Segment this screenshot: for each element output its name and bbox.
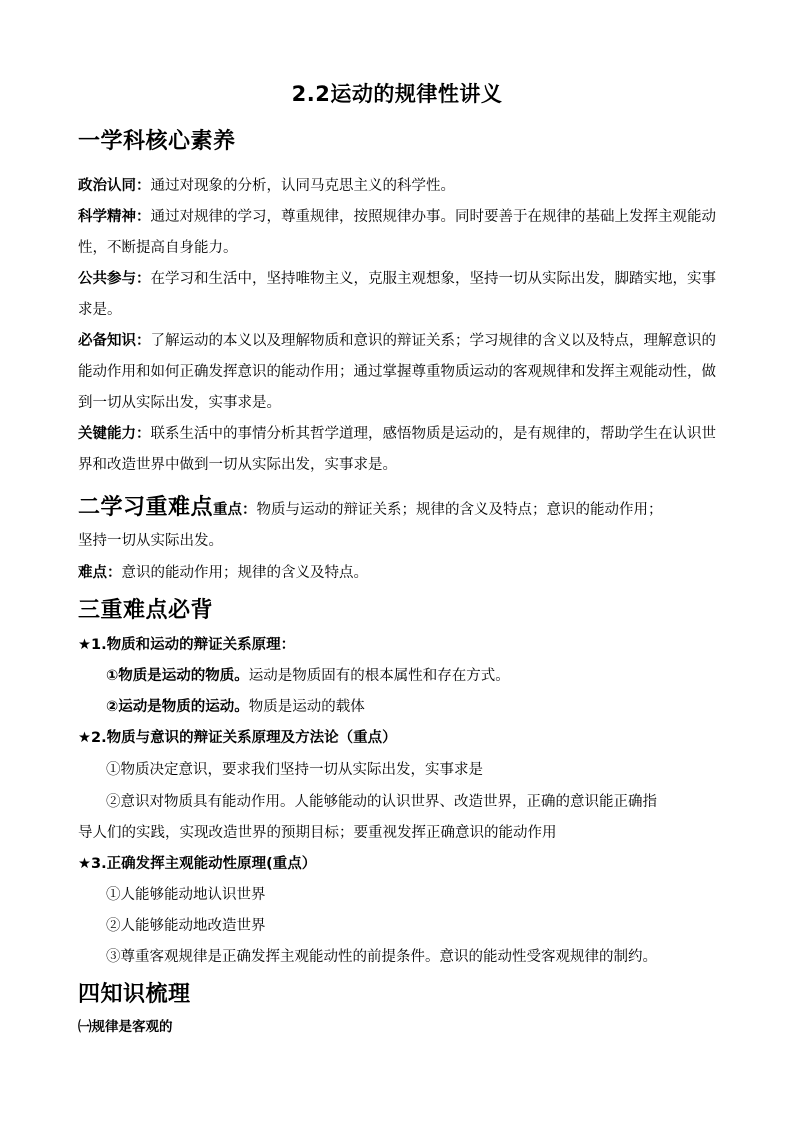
page-title: 2.2运动的规律性讲义 bbox=[291, 82, 503, 106]
key-label: 重点： bbox=[213, 502, 257, 518]
principle-1-b: ②运动是物质的运动。物质是运动的载体 bbox=[106, 699, 365, 715]
core-literacy-list bbox=[78, 171, 718, 481]
key-text-continued: 坚持一切从实际出发。 bbox=[78, 533, 223, 549]
literacy-item-science bbox=[78, 202, 718, 264]
item-text: 了解运动的本义以及理解物质和意识的辩证关系；学习规律的含义以及特点，理解意识的能动作用和如何正确发挥意识的能动作用；通过掌握尊重物质运动的客观规律和发挥主观能动性，做到一切从实际出发，实事求是。 bbox=[78, 333, 716, 411]
literacy-item-knowledge bbox=[78, 326, 718, 419]
difficulty-line bbox=[78, 561, 728, 582]
section-heading-core-literacy: 一学科核心素养 bbox=[78, 129, 236, 154]
difficulty-text: 意识的能动作用；规律的含义及特点。 bbox=[121, 565, 368, 581]
literacy-item-public bbox=[78, 264, 718, 326]
principle-3-title: ★3.正确发挥主观能动性原理(重点） bbox=[78, 856, 317, 872]
principle-2-b-continued: 导人们的实践，实现改造世界的预期目标；要重视发挥正确意识的能动作用 bbox=[78, 825, 557, 841]
literacy-item-political bbox=[78, 171, 718, 202]
principle-3-a: ①人能够能动地认识世界 bbox=[106, 887, 266, 903]
section-heading-must-memorize: 三重难点必背 bbox=[78, 598, 214, 623]
principle-1-title: ★1.物质和运动的辩证关系原理： bbox=[78, 637, 296, 653]
principle-2-a: ①物质决定意识，要求我们坚持一切从实际出发，实事求是 bbox=[106, 762, 483, 778]
item-label: 科学精神： bbox=[78, 209, 151, 225]
item-label: 必备知识： bbox=[78, 333, 151, 349]
difficulty-label: 难点： bbox=[78, 565, 122, 581]
section-heading-key-points: 二学习重难点 bbox=[78, 495, 214, 520]
item-text: 联系生活中的事情分析其哲学道理，感悟物质是运动的，是有规律的，帮助学生在认识世界和改造世界中做到一切从实际出发，实事求是。 bbox=[78, 426, 716, 473]
principle-3-b: ②人能够能动地改造世界 bbox=[106, 918, 266, 934]
principle-2-title: ★2.物质与意识的辩证关系原理及方法论（重点） bbox=[78, 730, 397, 746]
principle-1-a: ①物质是运动的物质。运动是物质固有的根本属性和存在方式。 bbox=[106, 668, 510, 684]
principle-3-c: ③尊重客观规律是正确发挥主观能动性的前提条件。意识的能动性受客观规律的制约。 bbox=[106, 949, 657, 965]
knowledge-sub-1: ㈠规律是客观的 bbox=[78, 1019, 173, 1035]
item-label: 关键能力： bbox=[78, 426, 151, 442]
item-text: 通过对规律的学习，尊重规律，按照规律办事。同时要善于在规律的基础上发挥主观能动性，不断提高自身能力。 bbox=[78, 209, 716, 256]
item-label: 政治认同： bbox=[78, 178, 151, 194]
literacy-item-ability bbox=[78, 419, 718, 481]
item-text: 通过对现象的分析，认同马克思主义的科学性。 bbox=[150, 178, 455, 194]
key-text: 物质与运动的辩证关系；规律的含义及特点；意识的能动作用； bbox=[256, 502, 663, 518]
section-heading-knowledge: 四知识梳理 bbox=[78, 982, 191, 1007]
key-points-line bbox=[78, 490, 728, 521]
item-label: 公共参与： bbox=[78, 271, 151, 287]
item-text: 在学习和生活中，坚持唯物主义，克服主观想象，坚持一切从实际出发，脚踏实地，实事求是。 bbox=[78, 271, 716, 318]
principle-2-b: ②意识对物质具有能动作用。人能够能动的认识世界、改造世界，正确的意识能正确指 bbox=[106, 794, 657, 810]
